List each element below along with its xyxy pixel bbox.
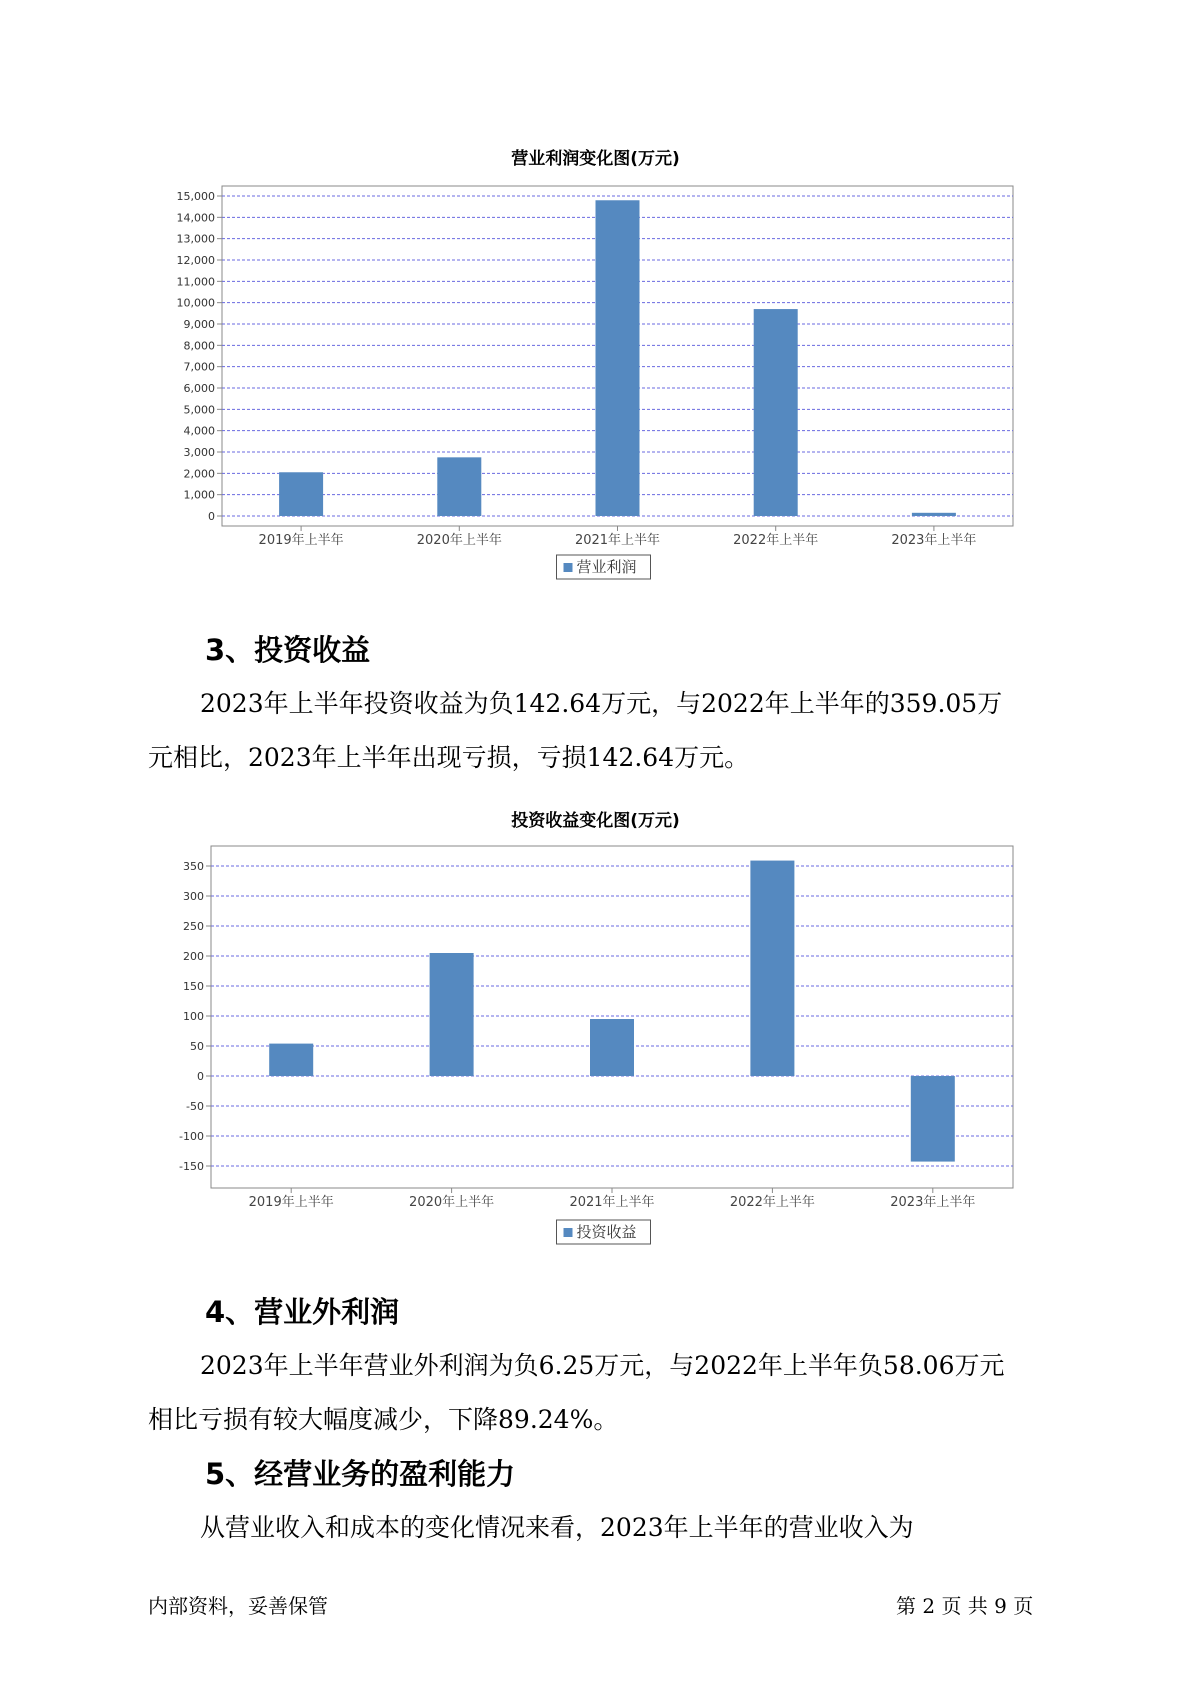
- x-tick-label: 2019年上半年: [258, 533, 344, 548]
- section-4-line1: 2023年上半年营业外利润为负6.25万元，与2022年上半年负58.06万元: [200, 1351, 1005, 1380]
- y-tick-label: 9,000: [183, 318, 215, 331]
- x-tick-label: 2022年上半年: [733, 533, 819, 548]
- footer-page-number: 第 2 页 共 9 页: [896, 1594, 1034, 1618]
- bar: [912, 513, 956, 516]
- section-4-heading: 4、营业外利润: [205, 1295, 400, 1329]
- bar: [437, 457, 481, 516]
- section-4-paragraph: [148, 1339, 1068, 1447]
- y-tick-label: 5,000: [183, 403, 215, 417]
- y-tick-label: 2,000: [183, 467, 215, 481]
- x-tick-label: 2022年上半年: [729, 1195, 815, 1210]
- section-3-line2: 元相比，2023年上半年出现亏损，亏损142.64万元。: [148, 743, 750, 772]
- y-tick-label: 13,000: [176, 232, 215, 246]
- y-tick-label: 8,000: [183, 339, 215, 353]
- y-tick-label: 11,000: [176, 275, 215, 289]
- y-tick-label: 6,000: [183, 382, 215, 395]
- bar: [911, 1076, 955, 1162]
- section-4-line2: 相比亏损有较大幅度减少，下降89.24%。: [148, 1405, 619, 1434]
- bar: [279, 472, 323, 516]
- section-3-paragraph: [148, 677, 1068, 785]
- section-3-line1: 2023年上半年投资收益为负142.64万元，与2022年上半年的359.05万: [200, 689, 1003, 718]
- bar: [596, 200, 640, 516]
- x-tick-label: 2021年上半年: [569, 1195, 655, 1210]
- bar: [430, 953, 474, 1076]
- plot-frame: [211, 846, 1013, 1188]
- y-tick-label: 15,000: [176, 190, 215, 203]
- y-tick-label: 200: [183, 950, 204, 963]
- legend-swatch: [564, 1228, 573, 1237]
- investment-income-chart: [0, 832, 1191, 1252]
- y-tick-label: -50: [186, 1100, 204, 1113]
- legend-label: 营业利润: [576, 558, 637, 576]
- x-tick-label: 2019年上半年: [248, 1195, 334, 1210]
- y-tick-label: 300: [183, 890, 204, 903]
- y-tick-label: 7,000: [183, 360, 215, 374]
- x-tick-label: 2020年上半年: [409, 1195, 495, 1210]
- x-tick-label: 2021年上半年: [574, 533, 661, 548]
- y-tick-label: 0: [197, 1070, 204, 1083]
- y-tick-label: 0: [208, 510, 215, 523]
- section-5-heading: 5、经营业务的盈利能力: [205, 1457, 516, 1491]
- y-tick-label: 4,000: [183, 424, 215, 438]
- x-tick-label: 2023年上半年: [890, 1195, 976, 1210]
- y-tick-label: 150: [183, 980, 204, 993]
- y-tick-label: 100: [183, 1010, 204, 1023]
- operating-profit-chart: [0, 170, 1191, 590]
- y-tick-label: -150: [179, 1160, 204, 1173]
- y-tick-label: 10,000: [176, 296, 215, 310]
- bar: [750, 861, 794, 1076]
- legend-swatch: [564, 563, 573, 572]
- x-tick-label: 2023年上半年: [891, 533, 977, 548]
- section-5-line1: 从营业收入和成本的变化情况来看，2023年上半年的营业收入为: [200, 1513, 914, 1542]
- y-tick-label: 12,000: [176, 254, 215, 267]
- chart1-title: 营业利润变化图(万元): [511, 149, 680, 169]
- section-5-paragraph: [148, 1501, 1068, 1555]
- y-tick-label: 3,000: [183, 446, 215, 459]
- footer-confidential-note: 内部资料，妥善保管: [148, 1594, 328, 1618]
- y-tick-label: -100: [179, 1130, 204, 1143]
- y-tick-label: 50: [190, 1040, 204, 1053]
- y-tick-label: 14,000: [176, 211, 215, 225]
- x-tick-label: 2020年上半年: [416, 533, 502, 548]
- bar: [590, 1019, 634, 1076]
- y-tick-label: 350: [183, 860, 204, 873]
- bar: [269, 1044, 313, 1076]
- section-3-heading: 3、投资收益: [205, 633, 371, 667]
- y-tick-label: 1,000: [183, 488, 215, 502]
- y-tick-label: 250: [183, 920, 204, 933]
- chart2-title: 投资收益变化图(万元): [511, 811, 680, 831]
- bar: [754, 309, 798, 516]
- legend-label: 投资收益: [576, 1223, 637, 1241]
